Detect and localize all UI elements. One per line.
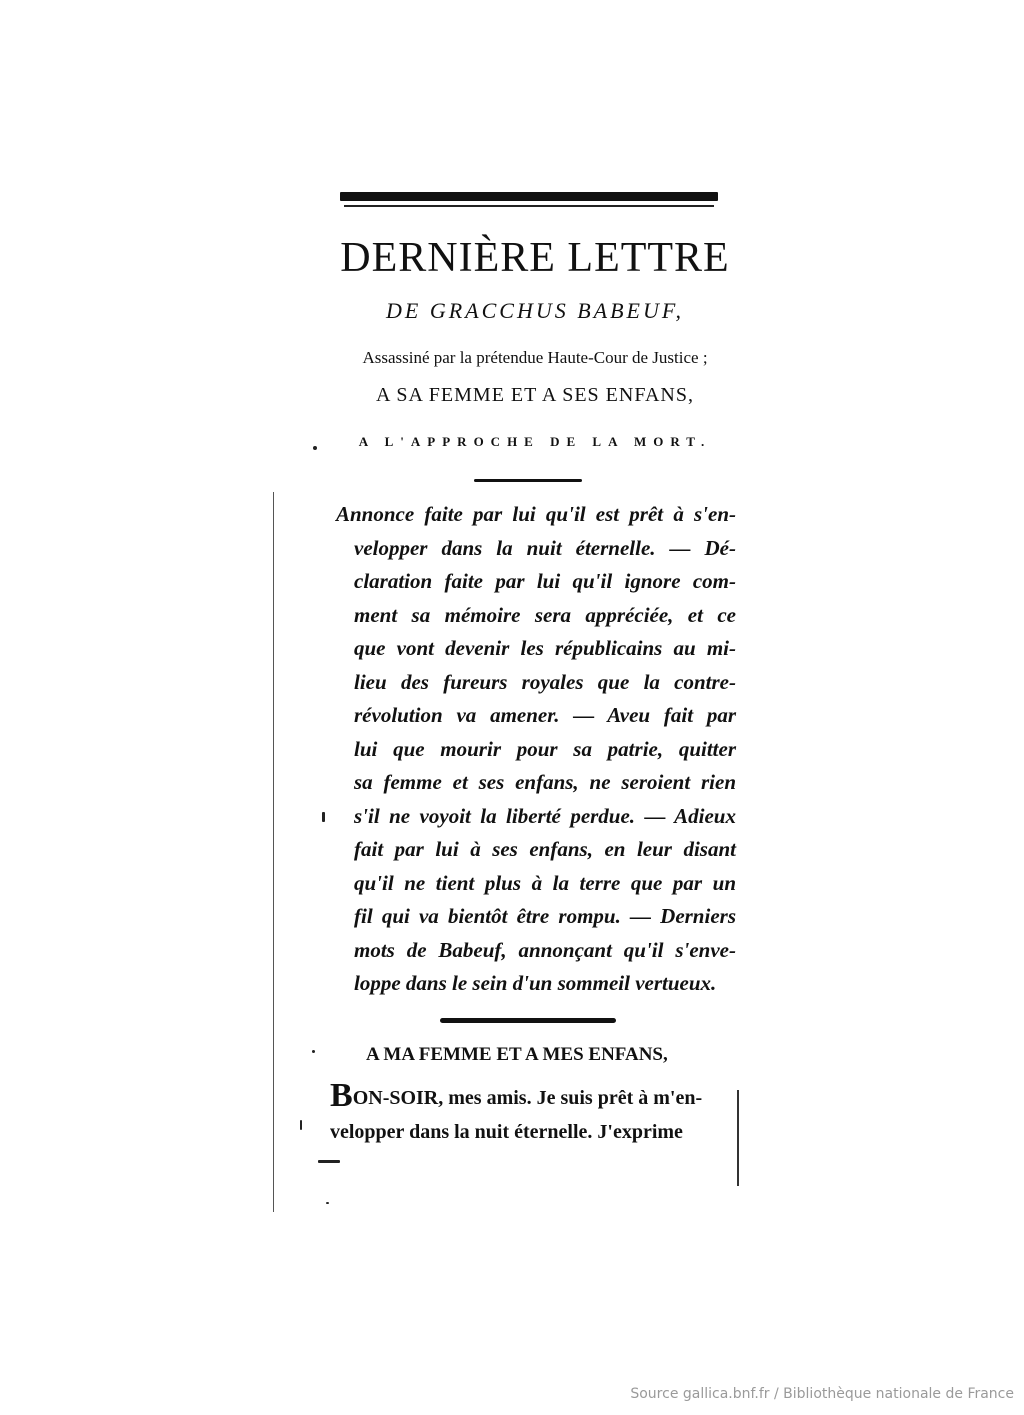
- letter-body: [330, 1076, 730, 1148]
- scan-speck: [312, 1050, 315, 1053]
- summary-line: Annonce faite par lui qu'il est prêt à s'en-: [336, 502, 736, 526]
- summary-line: loppe dans le sein d'un sommeil vertueux.: [354, 971, 717, 995]
- summary-line: claration faite par lui qu'il ignore com-: [354, 569, 736, 593]
- document-subtitle-line2: Assassiné par la prétendue Haute-Cour de Justice ;: [362, 348, 708, 367]
- letter-body-line: velopper dans la nuit éternelle. J'exprime: [330, 1121, 683, 1143]
- drop-cap: B: [330, 1077, 353, 1114]
- summary-line: mots de Babeuf, annonçant qu'il s'enve-: [354, 937, 736, 962]
- summary-line: sa femme et ses enfans, ne seroient rien: [354, 770, 736, 794]
- scan-speck: [322, 812, 325, 822]
- document-subtitle-line4: A L'APPROCHE DE LA MORT.: [358, 434, 712, 449]
- summary-line: fait par lui à ses enfans, en leur disant: [354, 837, 736, 861]
- scan-speck: [326, 1202, 329, 1204]
- summary-line: lieu des fureurs royales que la contre-: [354, 669, 736, 694]
- source-attribution: Source gallica.bnf.fr / Bibliothèque nationale de France: [630, 1386, 1014, 1402]
- scan-speck: [318, 1160, 340, 1163]
- summary-line: qu'il ne tient plus à la terre que par un: [354, 870, 736, 895]
- section-heading: A MA FEMME ET A MES ENFANS,: [366, 1044, 668, 1065]
- document-subtitle-line3: A SA FEMME ET A SES ENFANS,: [375, 384, 694, 406]
- summary-line: velopper dans la nuit éternelle. — Dé-: [354, 535, 736, 560]
- document-title: DERNIÈRE LETTRE: [340, 235, 730, 281]
- page-margin-line: [273, 492, 274, 1212]
- divider-rule: [474, 479, 582, 482]
- summary-line: s'il ne voyoit la liberté perdue. — Adieux: [354, 803, 736, 828]
- summary-paragraph: [336, 498, 736, 1001]
- letter-body-line-text: ON-SOIR, mes amis. Je suis prêt à m'en-: [352, 1087, 703, 1109]
- top-rule-thin: [344, 205, 714, 207]
- top-ornamental-rule: [340, 192, 718, 210]
- top-rule-thick: [340, 192, 718, 201]
- summary-line: fil qui va bientôt être rompu. — Derniers: [354, 904, 736, 928]
- scan-speck: [313, 446, 317, 450]
- summary-line: que vont devenir les républicains au mi-: [354, 636, 736, 660]
- page-margin-line-right: [737, 1090, 739, 1186]
- summary-line: révolution va amener. — Aveu fait par: [354, 703, 736, 727]
- summary-line: ment sa mémoire sera appréciée, et ce: [354, 602, 736, 627]
- section-divider-rule: [440, 1018, 616, 1023]
- letter-body-line: [330, 1076, 730, 1116]
- summary-line: lui que mourir pour sa patrie, quitter: [354, 736, 736, 761]
- scan-speck: [300, 1120, 302, 1130]
- document-subtitle: DE GRACCHUS BABEUF,: [386, 298, 684, 323]
